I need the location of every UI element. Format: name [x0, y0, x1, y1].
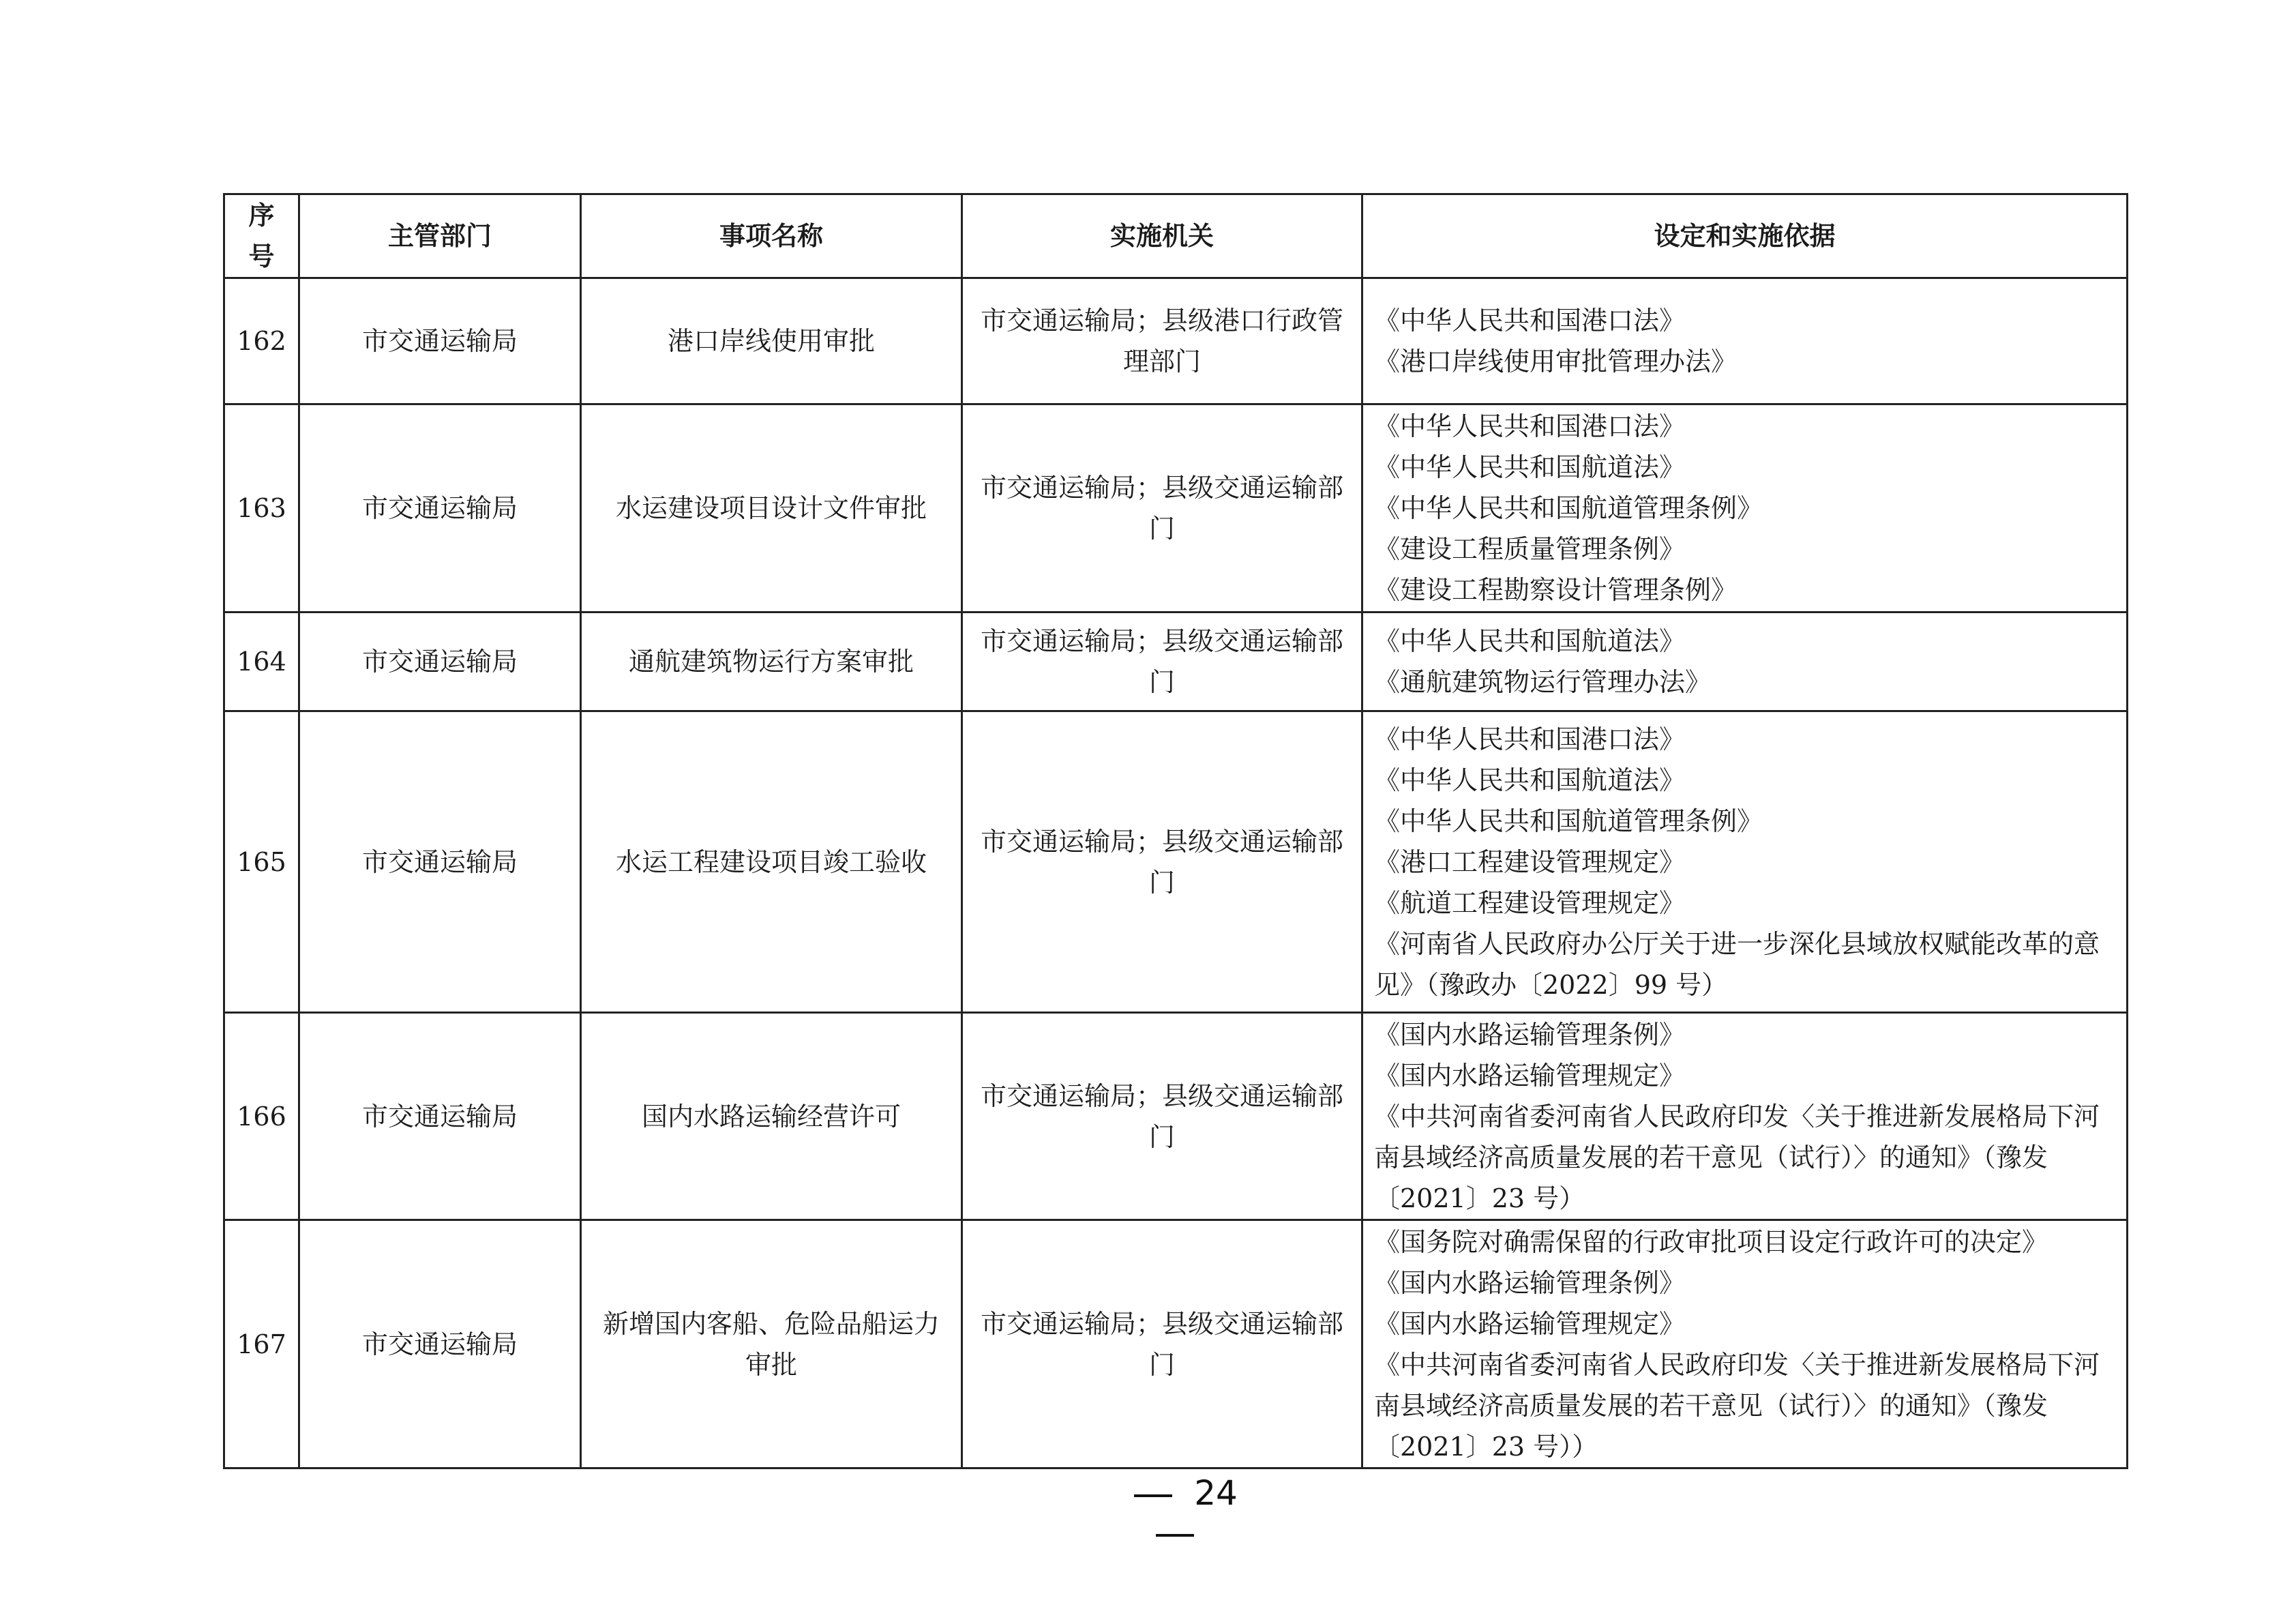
cell-no: 164 [224, 612, 299, 711]
basis-line: 《航道工程建设管理规定》 [1374, 887, 1686, 918]
cell-basis [1362, 1013, 2128, 1220]
basis-line: 《中华人民共和国航道法》 [1374, 452, 1686, 482]
cell-agency: 市交通运输局；县级交通运输部门 [962, 711, 1362, 1013]
basis-line: 《中华人民共和国航道管理条例》 [1374, 806, 1763, 836]
table-row [224, 1013, 2128, 1220]
cell-item: 水运建设项目设计文件审批 [581, 404, 962, 612]
cell-no: 166 [224, 1013, 299, 1220]
cell-item: 水运工程建设项目竣工验收 [581, 711, 962, 1013]
basis-line: 《国内水路运输管理条例》 [1374, 1267, 1686, 1298]
basis-line: 《中华人民共和国航道法》 [1374, 626, 1686, 656]
cell-dept: 市交通运输局 [299, 711, 581, 1013]
header-agency: 实施机关 [962, 194, 1362, 278]
basis-line: 《国内水路运输管理规定》 [1374, 1060, 1686, 1091]
basis-line: 《中共河南省委河南省人民政府印发〈关于推进新发展格局下河南县域经济高质量发展的若干意见（试行）〉的通知》（豫发〔2021〕23 号） [1374, 1101, 2100, 1213]
cell-basis [1362, 278, 2128, 404]
cell-agency: 市交通运输局；县级交通运输部门 [962, 1013, 1362, 1220]
header-dept: 主管部门 [299, 194, 581, 278]
cell-agency: 市交通运输局；县级港口行政管理部门 [962, 278, 1362, 404]
cell-dept: 市交通运输局 [299, 404, 581, 612]
table-row [224, 278, 2128, 404]
left-dash [1134, 1494, 1172, 1497]
basis-line: 《国内水路运输管理条例》 [1374, 1019, 1686, 1050]
cell-item: 港口岸线使用审批 [581, 278, 962, 404]
basis-line: 《中华人民共和国港口法》 [1374, 411, 1686, 441]
table-header-row [224, 194, 2128, 278]
basis-line: 《通航建筑物运行管理办法》 [1374, 667, 1712, 697]
page-number: 24 [1194, 1473, 1238, 1513]
cell-item: 通航建筑物运行方案审批 [581, 612, 962, 711]
cell-agency: 市交通运输局；县级交通运输部门 [962, 612, 1362, 711]
cell-basis [1362, 711, 2128, 1013]
page-number-footer [1079, 1473, 1270, 1552]
header-item: 事项名称 [581, 194, 962, 278]
right-dash [1156, 1534, 1194, 1537]
table-row [224, 1220, 2128, 1468]
cell-dept: 市交通运输局 [299, 612, 581, 711]
basis-line: 《建设工程质量管理条例》 [1374, 534, 1686, 564]
cell-no: 163 [224, 404, 299, 612]
cell-basis [1362, 612, 2128, 711]
cell-no: 165 [224, 711, 299, 1013]
table-row [224, 711, 2128, 1013]
table-row [224, 612, 2128, 711]
cell-dept: 市交通运输局 [299, 278, 581, 404]
cell-dept: 市交通运输局 [299, 1013, 581, 1220]
basis-line: 《港口岸线使用审批管理办法》 [1374, 346, 1738, 377]
cell-basis [1362, 404, 2128, 612]
cell-agency: 市交通运输局；县级交通运输部门 [962, 404, 1362, 612]
cell-basis [1362, 1220, 2128, 1468]
basis-line: 《建设工程勘察设计管理条例》 [1374, 575, 1738, 605]
header-basis: 设定和实施依据 [1362, 194, 2128, 278]
basis-line: 《中华人民共和国港口法》 [1374, 306, 1686, 336]
cell-no: 162 [224, 278, 299, 404]
basis-line: 《国内水路运输管理规定》 [1374, 1308, 1686, 1339]
basis-line: 《中华人民共和国港口法》 [1374, 724, 1686, 754]
basis-line: 《中华人民共和国航道法》 [1374, 765, 1686, 795]
basis-line: 《河南省人民政府办公厅关于进一步深化县域放权赋能改革的意见》（豫政办〔2022〕99 号） [1374, 928, 2100, 1000]
cell-agency: 市交通运输局；县级交通运输部门 [962, 1220, 1362, 1468]
basis-line: 《港口工程建设管理规定》 [1374, 846, 1686, 877]
approval-items-table [223, 193, 2128, 1469]
table-row [224, 404, 2128, 612]
cell-item: 国内水路运输经营许可 [581, 1013, 962, 1220]
cell-dept: 市交通运输局 [299, 1220, 581, 1468]
basis-line: 《国务院对确需保留的行政审批项目设定行政许可的决定》 [1374, 1226, 2048, 1257]
cell-no: 167 [224, 1220, 299, 1468]
header-no: 序号 [224, 194, 299, 278]
cell-item: 新增国内客船、危险品船运力审批 [581, 1220, 962, 1468]
basis-line: 《中共河南省委河南省人民政府印发〈关于推进新发展格局下河南县域经济高质量发展的若干意见（试行）〉的通知》（豫发〔2021〕23 号）） [1374, 1349, 2100, 1462]
basis-line: 《中华人民共和国航道管理条例》 [1374, 493, 1763, 523]
